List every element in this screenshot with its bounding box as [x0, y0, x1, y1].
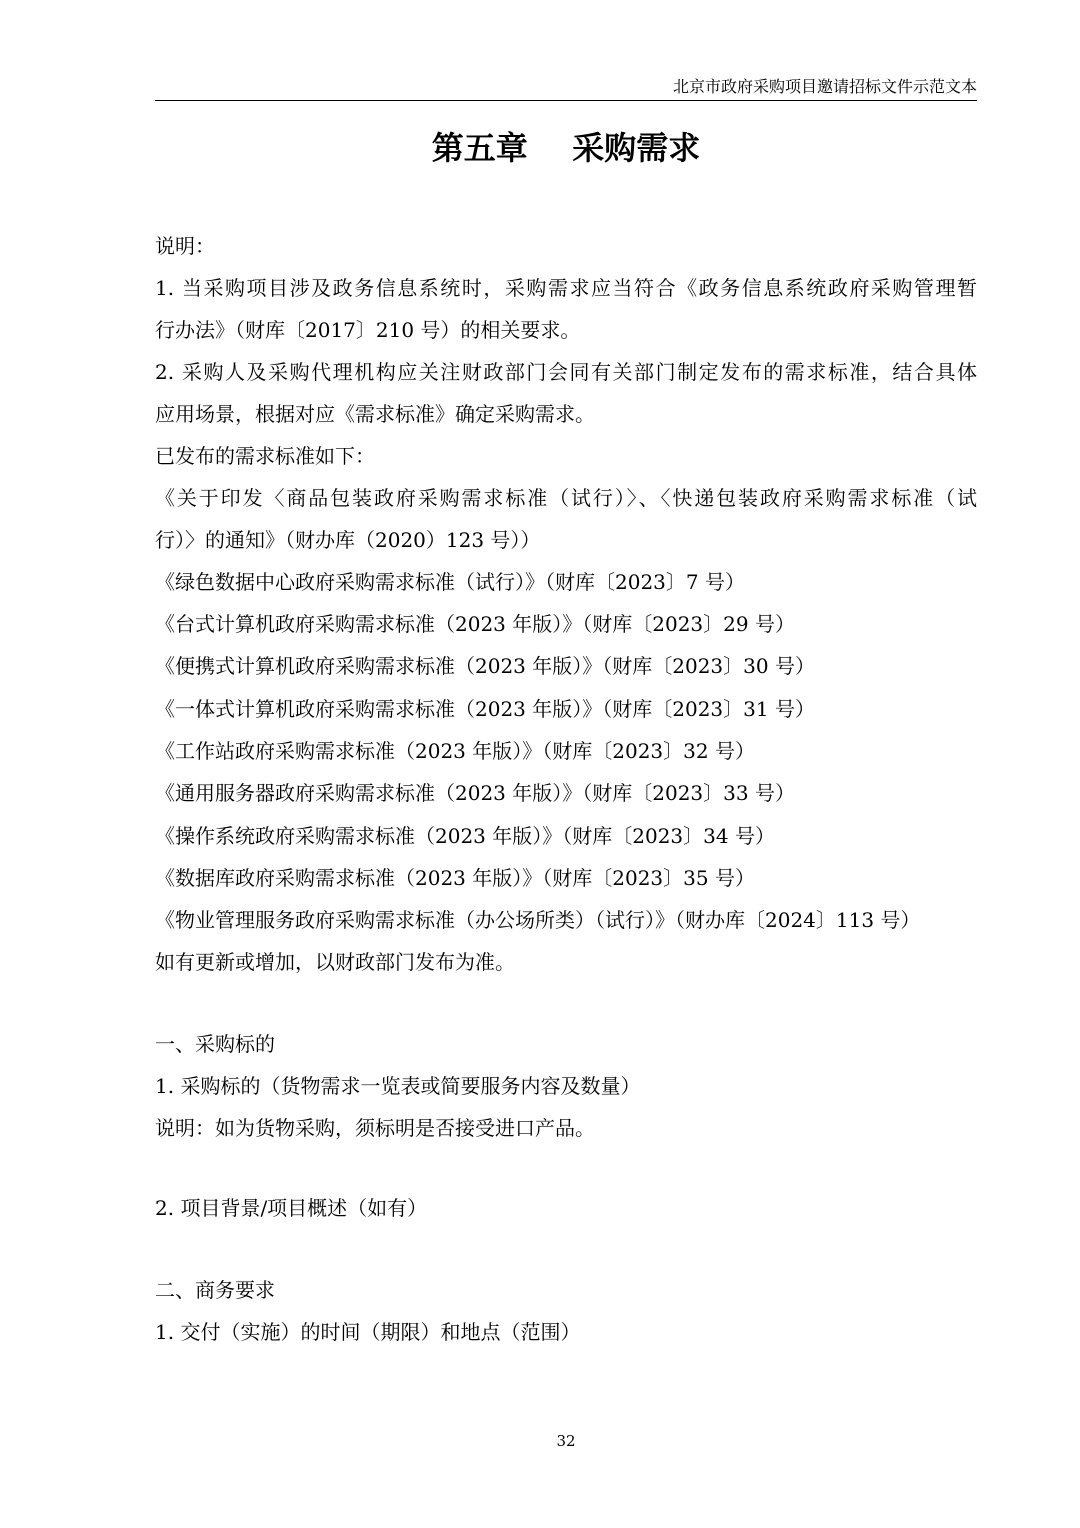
paragraph-2-line-2: 应用场景，根据对应《需求标准》确定采购需求。: [155, 402, 595, 426]
section-1-heading: 一、采购标的: [155, 1032, 275, 1056]
page-number: 32: [556, 1432, 576, 1450]
standard-item: 《工作站政府采购需求标准（2023 年版）》（财库〔2023〕32 号）: [155, 739, 755, 763]
standard-item: 《便携式计算机政府采购需求标准（2023 年版）》（财库〔2023〕30 号）: [155, 654, 815, 678]
paragraph-1-line-2: 行办法》（财库〔2017〕210 号）的相关要求。: [155, 318, 581, 342]
standard-item: 《关于印发〈商品包装政府采购需求标准（试行）〉、〈快递包装政府采购需求标准（试: [155, 486, 977, 510]
paragraph-1-line-1: 1. 当采购项目涉及政务信息系统时，采购需求应当符合《政务信息系统政府采购管理暂: [155, 276, 977, 300]
standard-item: 行）〉的通知》（财办库（2020）123 号））: [155, 528, 541, 552]
header-rule: [155, 100, 977, 101]
standard-item: 《物业管理服务政府采购需求标准（办公场所类）（试行）》（财办库〔2024〕113 号）: [155, 908, 921, 932]
section-2-heading: 二、商务要求: [155, 1278, 275, 1302]
running-header: 北京市政府采购项目邀请招标文件示范文本: [672, 77, 977, 96]
paragraph-2-line-1: 2. 采购人及采购代理机构应关注财政部门会同有关部门制定发布的需求标准，结合具体: [155, 360, 977, 384]
section-2-item-1: 1. 交付（实施）的时间（期限）和地点（范围）: [155, 1320, 581, 1344]
standard-item: 《操作系统政府采购需求标准（2023 年版）》（财库〔2023〕34 号）: [155, 824, 775, 848]
chapter-title: 第五章 采购需求: [431, 129, 701, 167]
update-note: 如有更新或增加，以财政部门发布为准。: [155, 950, 515, 974]
standard-item: 《台式计算机政府采购需求标准（2023 年版）》（财库〔2023〕29 号）: [155, 612, 795, 636]
published-standards-intro: 已发布的需求标准如下：: [155, 444, 375, 468]
section-1-item-1: 1. 采购标的（货物需求一览表或简要服务内容及数量）: [155, 1074, 641, 1098]
section-1-item-1-note: 说明：如为货物采购，须标明是否接受进口产品。: [155, 1116, 595, 1140]
section-1-item-2: 2. 项目背景/项目概述（如有）: [155, 1196, 428, 1220]
standard-item: 《数据库政府采购需求标准（2023 年版）》（财库〔2023〕35 号）: [155, 866, 755, 890]
standard-item: 《一体式计算机政府采购需求标准（2023 年版）》（财库〔2023〕31 号）: [155, 697, 815, 721]
note-heading: 说明：: [155, 234, 215, 258]
standard-item: 《通用服务器政府采购需求标准（2023 年版）》（财库〔2023〕33 号）: [155, 781, 795, 805]
standard-item: 《绿色数据中心政府采购需求标准（试行）》（财库〔2023〕7 号）: [155, 570, 745, 594]
